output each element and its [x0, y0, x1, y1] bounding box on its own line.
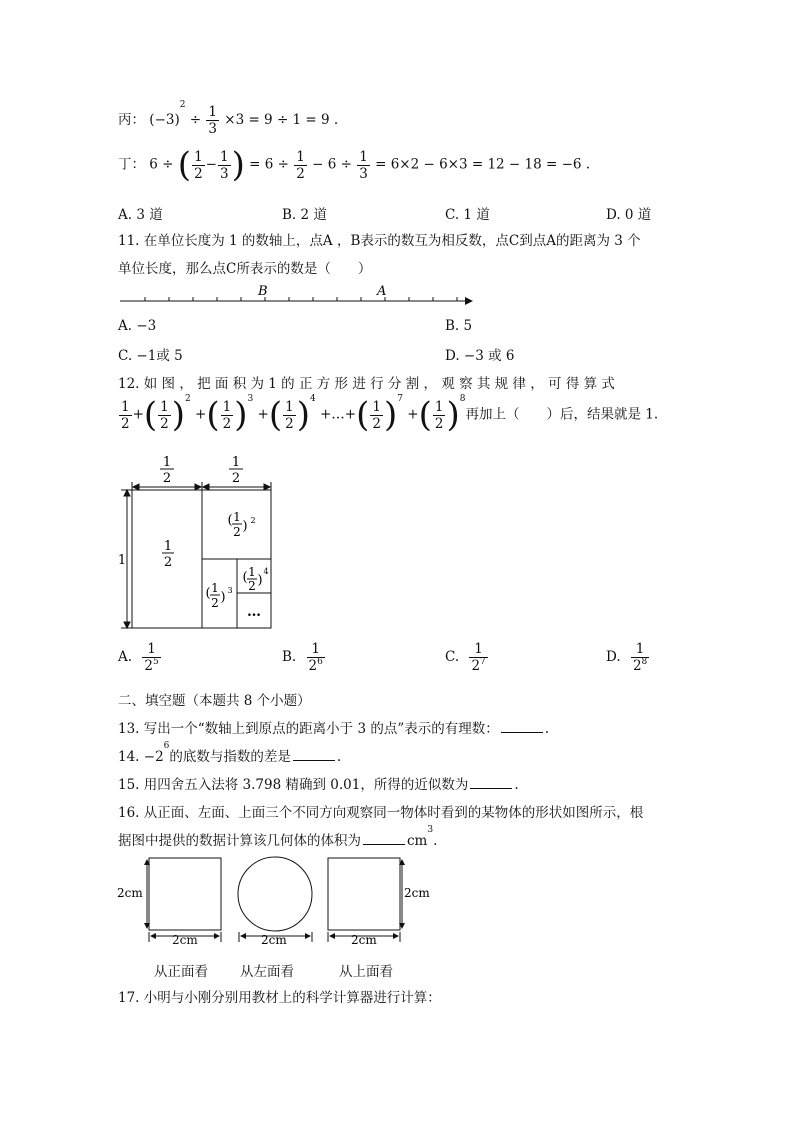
option-frac — [631, 641, 649, 674]
view-caption-front: 从正面看 — [154, 964, 208, 980]
q10-ding-label: 丁： — [118, 156, 145, 173]
q12-formula: $\frac{1}{2}$ +( $\frac{1}{2}$ )$^2$ +( $\frac{1}{2}$ )$^3$ +( $\frac{1}{2}$ )$^4$ +…+( $\frac{1}{2}$ )$^7$ +( $\frac{1}{2}$ )$^8$再加上（ ）后，结果就是 1. — [121, 394, 659, 435]
q10-option-c[interactable]: C. 1 道 — [445, 207, 490, 223]
q11-option-b[interactable]: B. 5 — [445, 318, 473, 334]
q12-option-b[interactable] — [282, 641, 326, 674]
formula-frac — [283, 399, 296, 432]
q15-line — [118, 773, 519, 793]
paren-open: ( — [418, 395, 432, 435]
option-label: A. — [118, 649, 133, 665]
option-frac — [142, 641, 160, 674]
number-line-ticks — [145, 297, 457, 301]
q16-unit-exp: 3 — [427, 825, 434, 835]
view-caption-left: 从左面看 — [240, 964, 294, 980]
q14-exp: 6 — [163, 741, 170, 751]
svg-text:3: 3 — [227, 586, 233, 595]
front-height-label: 2cm — [117, 886, 143, 900]
svg-text:2: 2 — [162, 471, 172, 486]
q12-option-d[interactable] — [606, 641, 650, 674]
q10-div-sign: ÷ — [189, 112, 202, 128]
q10-option-b[interactable]: B. 2 道 — [282, 207, 327, 223]
svg-text:2: 2 — [163, 555, 173, 570]
q14-answer-blank[interactable] — [293, 748, 335, 761]
point-a-label: A — [377, 284, 387, 299]
three-views-diagram — [114, 852, 444, 948]
svg-text:1: 1 — [248, 565, 256, 579]
left-width-label: 2cm — [261, 933, 287, 947]
formula-exp-3: 3 — [247, 394, 254, 404]
q16-end: . — [433, 833, 438, 849]
frac-base: 2 — [308, 658, 318, 674]
q10-bing-tail: ×3 = 9 ÷ 1 = 9 . — [224, 112, 339, 128]
frac-num: 1 — [307, 641, 325, 658]
paren-open: ( — [143, 395, 158, 435]
q12-formula-tail: 再加上（ ）后，结果就是 1. — [465, 406, 659, 423]
q12-option-a[interactable] — [118, 641, 162, 674]
point-b-label: B — [258, 284, 268, 299]
q12-option-c[interactable] — [445, 641, 489, 674]
frac-1-2 — [192, 149, 205, 182]
svg-text:1: 1 — [233, 510, 241, 524]
q16-answer-blank[interactable] — [363, 832, 405, 845]
frac-num: 1 — [121, 398, 130, 415]
svg-text:4: 4 — [263, 567, 269, 576]
view-caption-top: 从上面看 — [339, 964, 393, 980]
paren-close: ) — [446, 395, 460, 435]
frac-num: 1 — [219, 148, 229, 165]
frac-den: 2 — [285, 415, 294, 432]
left-view — [238, 857, 312, 947]
frac-num: 1 — [285, 398, 294, 415]
frac-num: 1 — [631, 641, 649, 658]
frac-den: 2 — [434, 415, 444, 432]
q13-answer-blank[interactable] — [501, 720, 543, 733]
q10-bing-label: 丙： — [118, 112, 145, 128]
frac-den: 2 — [372, 415, 381, 432]
formula-exp-2: 2 — [185, 394, 191, 404]
q15-text: 15. 用四舍五入法将 3.798 精确到 0.01，所得的近似数为 — [118, 777, 469, 793]
q13-end: . — [544, 721, 550, 737]
frac-num: 1 — [469, 641, 487, 658]
frac-den: 3 — [208, 121, 217, 137]
paren-close: ) — [234, 395, 248, 435]
q13-text: 13. 写出一个“数轴上到原点的距离小于 3 的点”表示的有理数： — [118, 721, 499, 737]
svg-text:(: ( — [227, 513, 233, 528]
q14-text: 的底数与指数的差是 — [169, 749, 291, 765]
svg-text:2: 2 — [250, 516, 256, 525]
frac-num: 1 — [296, 148, 305, 165]
frac-num: 1 — [160, 398, 169, 415]
frac-exp: 7 — [480, 657, 486, 667]
q15-answer-blank[interactable] — [470, 776, 512, 789]
frac-1-3b — [357, 149, 370, 182]
q10-bing-line — [118, 100, 339, 137]
top-view — [328, 858, 430, 947]
frac-1-3 — [218, 149, 231, 182]
frac-den — [631, 658, 649, 674]
svg-text:): ) — [220, 590, 226, 605]
svg-text:1: 1 — [162, 455, 172, 470]
q13-line — [118, 717, 549, 737]
frac-num: 1 — [359, 148, 368, 165]
frac-den: 2 — [121, 415, 130, 432]
svg-text:2: 2 — [211, 596, 219, 610]
q16-line2 — [118, 825, 438, 849]
frac-den — [142, 658, 160, 674]
q10-bing-exp: 2 — [179, 100, 186, 110]
option-frac — [469, 641, 487, 674]
paren-close: ) — [296, 395, 310, 435]
formula-exp-7: 7 — [397, 394, 403, 404]
option-label: B. — [282, 649, 297, 665]
frac-exp: 8 — [641, 657, 648, 667]
front-width-label: 2cm — [172, 933, 198, 947]
formula-frac — [158, 399, 171, 432]
q10-option-a[interactable]: A. 3 道 — [118, 207, 163, 223]
svg-text:1: 1 — [211, 581, 219, 595]
frac-exp: 6 — [317, 657, 323, 667]
svg-text:1: 1 — [163, 539, 173, 554]
frac-num: 1 — [194, 148, 203, 165]
q12-line1: 12. 如 图 ， 把 面 积 为 1 的 正 方 形 进 行 分 割 ， 观 察 其 规 律 ， 可 得 算 式 — [118, 376, 615, 392]
svg-text:(: ( — [205, 586, 211, 601]
frac-num: 1 — [222, 398, 232, 415]
frac-num: 1 — [434, 398, 444, 415]
formula-exp-8: 8 — [459, 394, 466, 404]
q16-line1: 16. 从正面、左面、上面三个不同方向观察同一物体时看到的某物体的形状如图所示，根 — [118, 805, 644, 821]
option-frac — [307, 641, 325, 674]
front-view — [117, 858, 221, 947]
q11-line1: 11. 在单位长度为 1 的数轴上，点A ，B表示的数互为相反数，点C到点A的距离为 3 个 — [118, 233, 641, 249]
frac-den: 2 — [194, 165, 203, 182]
frac-den: 3 — [359, 165, 368, 182]
q10-option-d[interactable]: D. 0 道 — [606, 207, 652, 223]
svg-text:(: ( — [242, 570, 248, 585]
paren-open: ( — [206, 395, 220, 435]
paren-close: ) — [231, 145, 245, 185]
q10-bing-base: (−3) — [149, 112, 180, 128]
q14-pre: 14. −2 — [118, 749, 164, 765]
section-2-heading: 二、填空题（本题共 8 个小题） — [118, 693, 311, 709]
number-line — [115, 282, 475, 308]
diagram-ellipsis: … — [247, 604, 261, 620]
frac-den: 3 — [219, 165, 229, 182]
frac-den — [469, 658, 487, 674]
q16-unit: cm — [407, 833, 428, 849]
frac-base: 2 — [632, 658, 642, 674]
top-height-label: 2cm — [404, 886, 430, 900]
frac-base: 2 — [471, 658, 481, 674]
formula-frac — [221, 399, 234, 432]
paren-open: ( — [356, 395, 370, 435]
top-width-label: 2cm — [351, 933, 377, 947]
q15-end: . — [514, 777, 519, 793]
q17-line: 17. 小明与小刚分别用教材上的科学计算器进行计算： — [118, 990, 441, 1006]
paren-close: ) — [383, 395, 398, 435]
option-label: D. — [606, 649, 621, 665]
paren-open: ( — [177, 145, 192, 185]
number-line-arrow — [465, 297, 473, 305]
option-label: C. — [445, 649, 460, 665]
frac-1-2b — [294, 149, 307, 182]
q10-ding-tail: = 6×2 − 6×3 = 12 − 18 = −6 . — [375, 156, 591, 173]
region-labels — [162, 510, 269, 610]
square-partition-diagram — [112, 452, 282, 634]
formula-exp-4: 4 — [309, 394, 316, 404]
side-label: 1 — [117, 553, 127, 568]
svg-text:): ) — [257, 573, 263, 588]
formula-frac — [370, 399, 383, 432]
q11-line2: 单位长度，那么点C所表示的数是（ ） — [118, 261, 372, 277]
frac-den: 2 — [160, 415, 169, 432]
frac-den: 2 — [222, 415, 232, 432]
top-dim-labels — [160, 455, 243, 486]
frac-base: 2 — [144, 658, 153, 674]
svg-text:2: 2 — [248, 579, 256, 593]
svg-text:1: 1 — [231, 455, 241, 470]
q10-ding-line: 丁： 6 ÷ ( $\frac{1}{2}$ − $\frac{1}{3}$ ) = 6 ÷ $\frac{1}{2}$ − 6 ÷ $\frac{1}{3}$ = 6×2 − 6×3 = 12 − 18 = −6 . — [118, 145, 591, 185]
q16-text: 据图中提供的数据计算该几何体的体积为 — [118, 833, 361, 849]
paren-open: ( — [268, 395, 283, 435]
svg-text:): ) — [242, 519, 248, 534]
q14-line — [118, 741, 342, 765]
q11-option-a[interactable]: A. −3 — [118, 318, 157, 334]
q11-option-d[interactable]: D. −3 或 6 — [445, 348, 515, 364]
formula-frac — [433, 399, 446, 432]
q10-ding-head: 6 ÷ — [149, 156, 174, 173]
frac-num: 1 — [142, 641, 160, 658]
q11-option-c[interactable]: C. −1或 5 — [118, 348, 183, 364]
frac-exp: 5 — [152, 657, 159, 667]
svg-text:2: 2 — [233, 525, 241, 539]
formula-half — [119, 399, 132, 432]
paren-close: ) — [171, 395, 186, 435]
frac-num: 1 — [372, 398, 381, 415]
formula-dots: +…+ — [320, 406, 357, 423]
svg-text:2: 2 — [231, 471, 241, 486]
frac-den: 2 — [296, 165, 305, 182]
frac-den — [307, 658, 325, 674]
q14-end: . — [336, 749, 342, 765]
frac-num: 1 — [208, 104, 217, 120]
q10-bing-fraction — [206, 104, 219, 137]
